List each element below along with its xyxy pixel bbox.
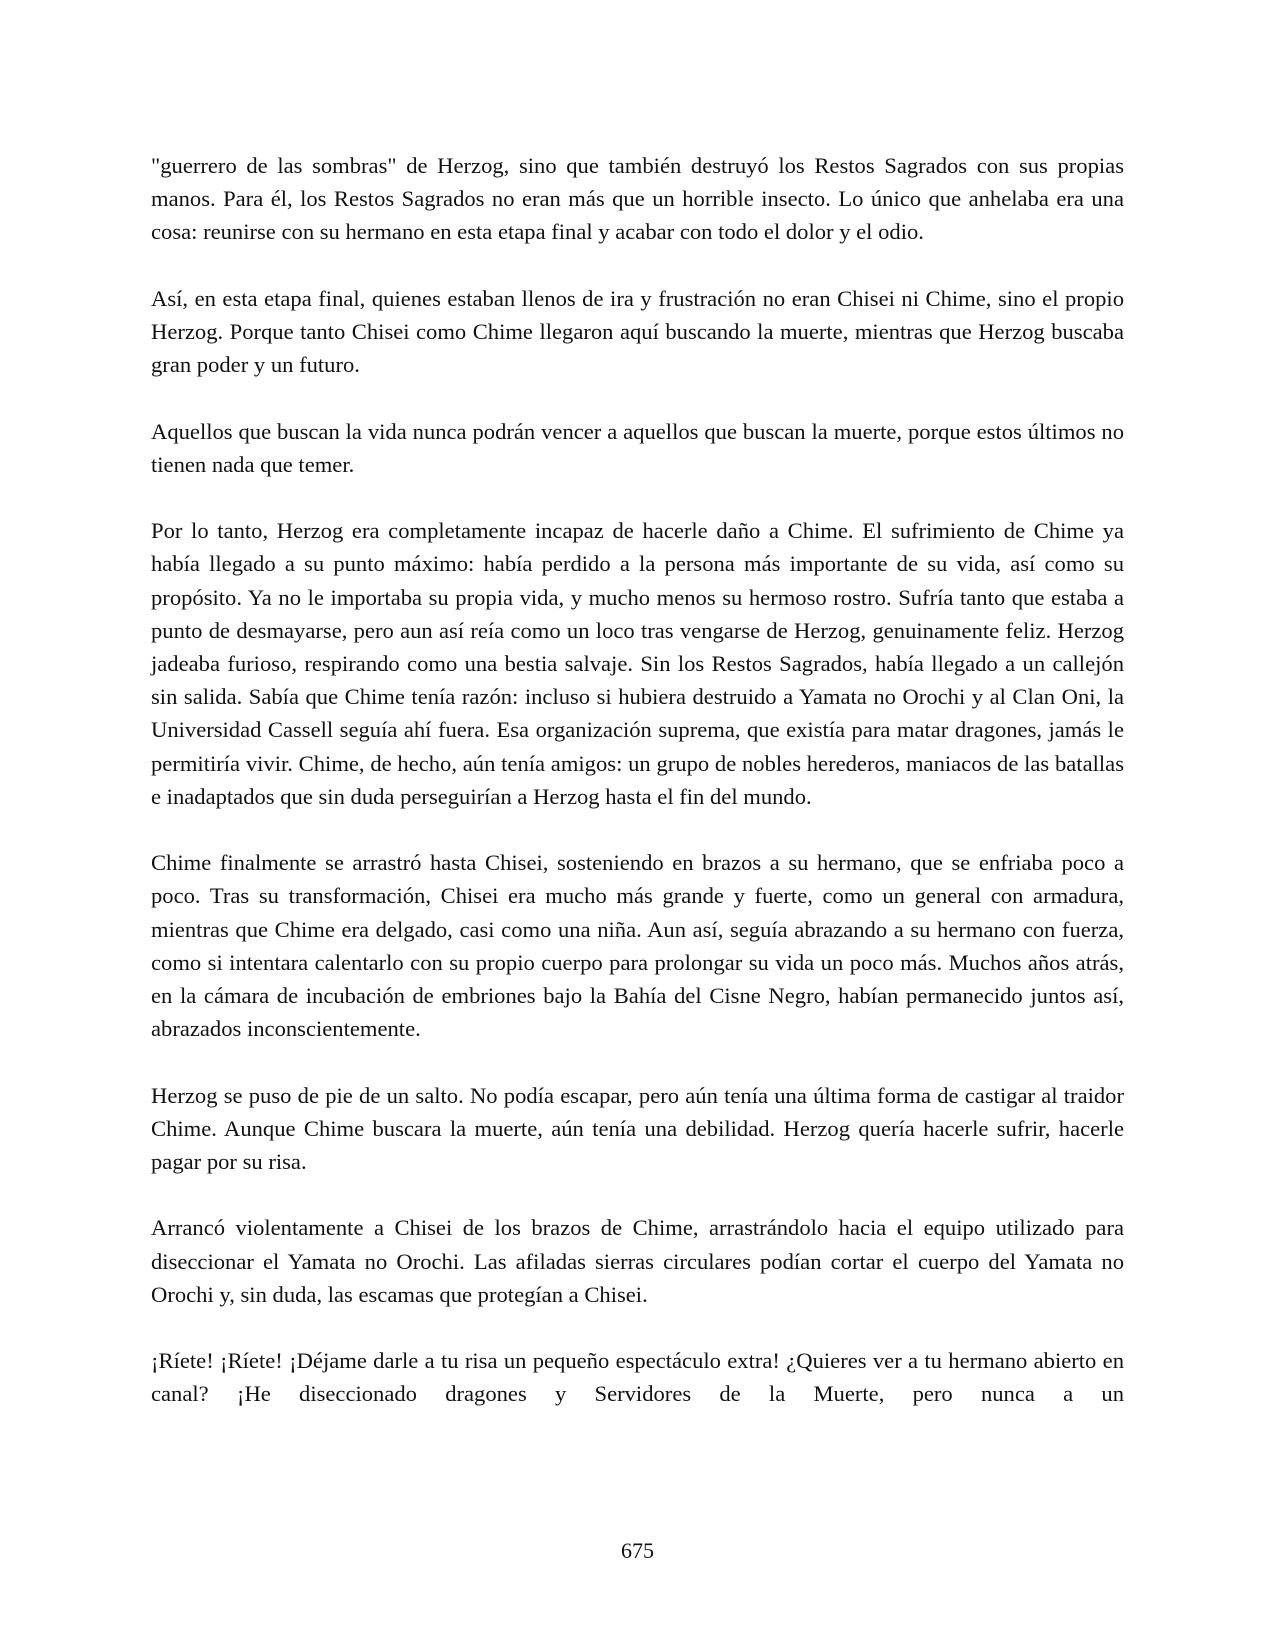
paragraph-3: Aquellos que buscan la vida nunca podrán vencer a aquellos que buscan la muerte, porque estos últimos no tienen nada que temer.	[151, 418, 1124, 477]
paragraph-5: Chime finalmente se arrastró hasta Chisei, sosteniendo en brazos a su hermano, que se enfriaba poco a poco. Tras su transformación, Chisei era mucho más grande y fuerte, como un general con armadura, mientras que Chime era delgado, casi como una niña. Aun así, seguía abrazando a su hermano con fuerza, como si intentara calentarlo con su propio cuerpo para prolongar su vida un poco más. Muchos años atrás, en la cámara de incubación de embriones bajo la Bahía del Cisne Negro, habían permanecido juntos así, abrazados inconscientemente.	[151, 850, 1124, 1042]
paragraph-2: Así, en esta etapa final, quienes estaban llenos de ira y frustración no eran Chisei ni Chime, sino el propio Herzog. Porque tanto Chisei como Chime llegaron aquí buscando la muerte, mientras que Herzog buscaba gran poder y un futuro.	[151, 285, 1124, 378]
paragraph-8: ¡Ríete! ¡Ríete! ¡Déjame darle a tu risa un pequeño espectáculo extra! ¿Quieres ver a tu hermano abierto en canal? ¡He diseccionado dragones y Servidores de la Muerte, pero nunca a un	[151, 1348, 1124, 1407]
paragraph-7: Arrancó violentamente a Chisei de los brazos de Chime, arrastrándolo hacia el equipo utilizado para diseccionar el Yamata no Orochi. Las afiladas sierras circulares podían cortar el cuerpo del Yamata no Orochi y, sin duda, las escamas que protegían a Chisei.	[151, 1215, 1124, 1307]
paragraph-4: Por lo tanto, Herzog era completamente incapaz de hacerle daño a Chime. El sufrimiento de Chime ya había llegado a su punto máximo: había perdido a la persona más importante de su vida, así como su propósito. Ya no le importaba su propia vida, y mucho menos su hermoso rostro. Sufría tanto que estaba a punto de desmayarse, pero aun así reía como un loco tras vengarse de Herzog, genuinamente feliz. Herzog jadeaba furioso, respirando como una bestia salvaje. Sin los Restos Sagrados, había llegado a un callejón sin salida. Sabía que Chime tenía razón: incluso si hubiera destruido a Yamata no Orochi y al Clan Oni, la Universidad Cassell seguía ahí fuera. Esa organización suprema, que existía para matar dragones, jamás le permitiría vivir. Chime, de hecho, aún tenía amigos: un grupo de nobles herederos, maniacos de las batallas e inadaptados que sin duda perseguirían a Herzog hasta el fin del mundo.	[151, 518, 1124, 809]
paragraph-1: "guerrero de las sombras" de Herzog, sino que también destruyó los Restos Sagrados con sus propias manos. Para él, los Restos Sagrados no eran más que un horrible insecto. Lo único que anhelaba era una cosa: reunirse con su hermano en esta etapa final y acabar con todo el dolor y el odio.	[151, 153, 1124, 245]
paragraph-6: Herzog se puso de pie de un salto. No podía escapar, pero aún tenía una última forma de castigar al traidor Chime. Aunque Chime buscara la muerte, aún tenía una debilidad. Herzog quería hacerle sufrir, hacerle pagar por su risa.	[151, 1082, 1124, 1175]
page-number: 675	[621, 1538, 654, 1563]
body-text	[151, 149, 1124, 1444]
